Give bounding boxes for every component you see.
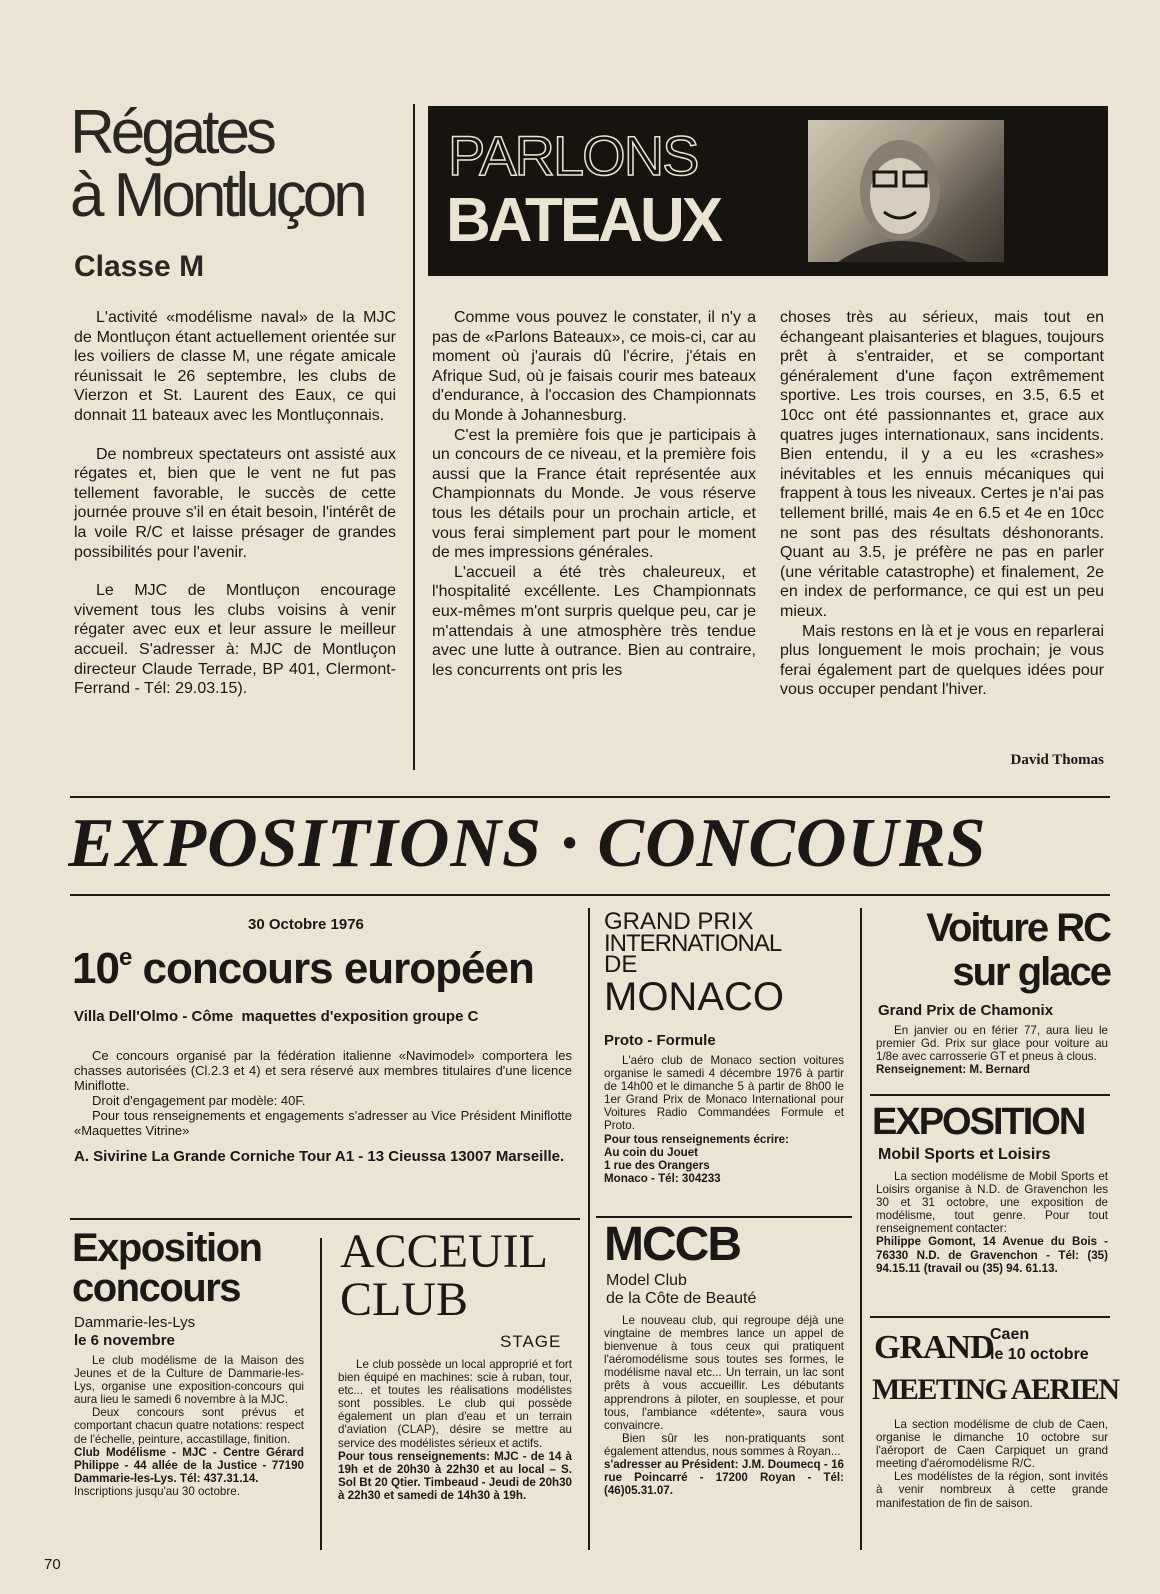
dammarie-title xyxy=(72,1228,261,1308)
monaco-line1: GRAND PRIX xyxy=(604,908,754,935)
dammarie-contact: Club Modélisme - MJC - Centre Gérard Philippe - 44 allée de la Justice - 77190 Dammarie-les-Lys. Tél: 437.31.14. xyxy=(74,1445,304,1485)
monaco-body xyxy=(604,1054,844,1185)
regates-article xyxy=(74,308,396,699)
mccb-paragraph-1: Le nouveau club, qui regroupe déjà une vingtaine de membres lance un appel de bienvenue à tous ceux qui pratiquent l'aéromodélisme sous toutes ses formes, le modélisme naval etc... Un terrain, un lac sont prêts à vous accueillir. Les débutants apprendrons à piloter, en souplesse, et pour tous, l'ambiance «détente», saura vous convaincre. xyxy=(604,1314,844,1432)
dammarie-date: le 6 novembre xyxy=(74,1332,175,1349)
expo-rule-bottom xyxy=(70,894,1110,896)
column-divider-3 xyxy=(588,908,590,1550)
parlons-header-line2: BATEAUX xyxy=(446,186,721,255)
exposition-paragraph: La section modélisme de Mobil Sports et Loisirs organise à N.D. de Gravenchon les 30 et 31 octobre, une exposition de modélisme, tout genre. Pour tout renseignement contacter: xyxy=(876,1170,1108,1236)
monaco-sub: Proto - Formule xyxy=(604,1032,716,1049)
mccb-sub-line2: de la Côte de Beauté xyxy=(606,1290,757,1307)
europeen-title-num: 10 xyxy=(72,944,119,993)
page-number: 70 xyxy=(44,1556,61,1573)
column-divider-1 xyxy=(413,104,415,770)
europeen-title-rest: concours européen xyxy=(142,944,534,993)
parlons-paragraph-2: C'est la première fois que je participais à un concours de ce niveau, et la première fois aussi que la France était représentée aux Championnats du Monde. Je vous réserve tous les détails pour un prochain article, et vous ferai simplement part pour le moment de mes impressions générales. xyxy=(432,426,756,562)
voiture-contact: Renseignement: M. Bernard xyxy=(876,1063,1030,1077)
mccb-paragraph-2: Bien sûr les non-pratiquants sont également attendus, nous sommes à Royan... xyxy=(604,1431,844,1458)
dammarie-closing: Inscriptions jusqu'au 30 octobre. xyxy=(74,1484,240,1498)
monaco-line4: MONACO xyxy=(604,975,784,1019)
monaco-contact-2: Au coin du Jouet xyxy=(604,1145,699,1159)
europeen-paragraph-2: Droit d'engagement par modèle: 40F. xyxy=(92,1093,306,1108)
europeen-paragraph-3: Pour tous renseignements et engagements s'adresser au Vice Président Miniflotte «Maquettes Vitrine» xyxy=(74,1108,572,1138)
europeen-title-sup: e xyxy=(118,944,132,971)
exposition-contact: Philippe Gomont, 14 Avenue du Bois - 76330 N.D. de Gravenchon - Tél: (35) 94.15.11 (travail ou (35) 94. 61.13. xyxy=(876,1235,1108,1275)
voiture-title-line1: Voiture RC xyxy=(926,906,1110,950)
europeen-date: 30 Octobre 1976 xyxy=(248,916,364,933)
voiture-paragraph: En janvier ou en férier 77, aura lieu le premier Gd. Prix sur glace pour voiture au 1/8e avec carrosserie GT et pneus à clous. xyxy=(876,1024,1108,1064)
parlons-paragraph-4: choses très au sérieux, mais tout en échangeant plaisanteries et blagues, toujours prêt à s'entraider, et se comportant généralement d'une façon extrêmement sportive. Les trois courses, en 3.5, 6.5 et 10cc ont été passionnantes et, grace aux quatres juges internationaux, sans incidents. Bien entendu, il y a eu les «crashes» inévitables et les ennuis mécaniques qui frappent à tous les niveaux. Certes je n'ai pas tellement brillé, mais 4e en 6.5 et 4e en 10cc ne sont pas des résultats déshonorants. Quant au 3.5, je préfère ne pas en parler (une véritable catastrophe) et finalement, 2e en index de performance, ce qui est un peu mieux. xyxy=(780,309,1104,620)
europeen-address: A. Sivirine La Grande Corniche Tour A1 - 13 Cieussa 13007 Marseille. xyxy=(74,1148,565,1165)
parlons-paragraph-5: Mais restons en là et je vous en reparlerai plus longuement le mois prochain; je vous ferai également part de quelques idées pour vous occuper pendant l'hiver. xyxy=(780,622,1104,699)
author-signature: David Thomas xyxy=(1010,752,1104,768)
regates-title xyxy=(70,98,410,230)
author-photo xyxy=(808,120,1004,262)
parlons-header-bar xyxy=(428,106,1108,276)
meeting-grand: GRAND xyxy=(874,1329,994,1366)
meeting-caen: Caen xyxy=(990,1326,1030,1343)
europeen-body xyxy=(74,1048,572,1138)
parlons-paragraph-3: L'accueil a été très chaleureux, et l'hospitalité excéllente. Les Championnats eux-mêmes m'ont surpris quelque peu, car je m'attendais à une atmosphère très tendue avec une lutte à outrance. Bien au contraire, les concurrents ont pris les xyxy=(432,563,756,679)
meeting-title: MEETING AERIEN xyxy=(872,1373,1119,1406)
meeting-paragraph-2: Les modélistes de la région, sont invités à venir nombreux à cette grande manifestation de fin de saison. xyxy=(876,1470,1108,1510)
regates-title-line1: Régates xyxy=(70,98,273,167)
column-divider-4 xyxy=(860,908,862,1550)
monaco-contact-4: Monaco - Tél: 304233 xyxy=(604,1171,721,1185)
monaco-paragraph: L'aéro club de Monaco section voitures organise le samedi 4 décembre 1976 à partir de 14h00 et le dimanche 5 à partir de 8h00 le 1er Grand Prix de Monaco International pour Voitures Radio Commandées Formule et Proto. xyxy=(604,1054,844,1133)
regates-paragraph-3: Le MJC de Montluçon encourage vivement tous les clubs voisins à venir régater avec eux et leur assure le meilleur accueil. S'adresser à: MJC de Montluçon directeur Claude Terrade, BP 401, Clermont-Ferrand - Tél: 29.03.15). xyxy=(74,582,396,698)
europeen-lead: Villa Dell'Olmo - Côme maquettes d'exposition groupe C xyxy=(74,1008,479,1025)
voiture-sub: Grand Prix de Chamonix xyxy=(878,1002,1054,1019)
exposition-sub: Mobil Sports et Loisirs xyxy=(878,1146,1051,1163)
regates-paragraph-1: L'activité «modélisme naval» de la MJC de Montluçon étant actuellement orientée sur les voiliers de classe M, une régate amicale réunissait le 26 septembre, les clubs de Vierzon et St. Laurent des Eaux, ce qui donnait 11 bateaux avec les Montluçonnais. xyxy=(74,309,396,424)
monaco-line3: DE xyxy=(604,951,638,978)
monaco-contact-1: Pour tous renseignements écrire: xyxy=(604,1132,789,1146)
regates-subtitle: Classe M xyxy=(74,250,205,283)
regates-paragraph-2: De nombreux spectateurs ont assisté aux régates et, bien que le vent ne fut pas tellement favorable, le succès de cette journée prouve s'il en était besoin, l'intérêt de la voile R/C et laisse présager de grandes possibilités pour l'avenir. xyxy=(74,445,396,561)
voiture-body xyxy=(876,1024,1108,1076)
monaco-contact-3: 1 rue des Orangers xyxy=(604,1158,710,1172)
mccb-sub-line1: Model Club xyxy=(606,1272,687,1289)
acceuil-title-line2: CLUB xyxy=(340,1273,469,1326)
dammarie-body xyxy=(74,1354,304,1498)
regates-title-line2: à Montluçon xyxy=(70,161,364,230)
acceuil-paragraph: Le club possède un local approprié et fort bien équipé en machines: scie à ruban, tour, etc... et toutes les réalisations modélistes sont possibles. Le club qui possède également un plan d'eau et un terrain d'aviation (CLAP), désire se mettre au service des modélistes sérieux et actifs. xyxy=(338,1358,572,1450)
acceuil-title-line1: ACCEUIL xyxy=(340,1225,548,1278)
mccb-sub xyxy=(606,1272,756,1308)
europeen-title xyxy=(72,934,534,993)
monaco-title xyxy=(604,910,784,1019)
section-rule-right-2 xyxy=(870,1316,1110,1318)
voiture-title xyxy=(874,906,1110,994)
meeting-body xyxy=(876,1418,1108,1510)
parlons-column-1 xyxy=(432,308,756,680)
dammarie-place: Dammarie-les-Lys xyxy=(74,1314,196,1331)
column-divider-2 xyxy=(320,1238,322,1550)
dammarie-title-line2: concours xyxy=(72,1266,241,1310)
exposition-title: EXPOSITION xyxy=(872,1101,1085,1143)
voiture-title-line2: sur glace xyxy=(952,950,1110,994)
mccb-contact: s'adresser au Président: J.M. Doumecq - 16 rue Poincarré - 17200 Royan - Tél: (46)05.31.07. xyxy=(604,1458,844,1498)
parlons-header-line1: PARLONS xyxy=(448,124,698,187)
parlons-column-2 xyxy=(780,308,1104,700)
section-rule-left xyxy=(70,1218,580,1220)
europeen-paragraph-1: Ce concours organisé par la fédération italienne «Navimodel» comportera les chasses autorisées (Cl.2.3 et 4) et sera réservé aux membres titulaires d'une licence Miniflotte. xyxy=(74,1048,572,1093)
acceuil-title xyxy=(340,1225,548,1326)
mccb-body xyxy=(604,1314,844,1497)
meeting-paragraph-1: La section modélisme de club de Caen, organise le dimanche 10 octobre sur l'aéroport de Caen Carpiquet un grand meeting d'aéromodélisme R/C. xyxy=(876,1418,1108,1471)
acceuil-stage: STAGE xyxy=(500,1332,562,1351)
dammarie-paragraph-2: Deux concours sont prévus et comportant chacun quatre notations: respect de l'échelle, peinture, accastillage, finition. xyxy=(74,1406,304,1446)
expo-rule-top xyxy=(70,796,1110,798)
mccb-title: MCCB xyxy=(604,1218,740,1271)
acceuil-contact: Pour tous renseignements: MJC - de 14 à 19h et de 20h30 à 22h30 et au local – S. Sol Bt 20 Qtier. Timbeaud - Jeudi de 20h30 à 22h30 et samedi de 14h30 à 19h. xyxy=(338,1449,572,1502)
expo-header: EXPOSITIONS · CONCOURS xyxy=(68,805,987,882)
section-rule-right-1 xyxy=(870,1094,1110,1096)
meeting-date: le 10 octobre xyxy=(990,1346,1089,1363)
dammarie-title-line1: Exposition xyxy=(72,1226,262,1270)
dammarie-paragraph-1: Le club modélisme de la Maison des Jeunes et de la Culture de Dammarie-les-Lys, organise une exposition-concours qui aura lieu le samedi 6 novembre à la MJC. xyxy=(74,1354,304,1407)
acceuil-body xyxy=(338,1358,572,1502)
parlons-paragraph-1: Comme vous pouvez le constater, il n'y a pas de «Parlons Bateaux», ce mois-ci, car au moment où j'aurais dû l'écrire, j'étais en Afrique Sud, où je faisais courir mes bateaux d'endurance, à l'occasion des Championnats du Monde à Johannesburg. xyxy=(432,309,756,424)
exposition-body xyxy=(876,1170,1108,1275)
portrait-icon xyxy=(808,120,1004,262)
monaco-line2: INTERNATIONAL xyxy=(604,930,782,957)
